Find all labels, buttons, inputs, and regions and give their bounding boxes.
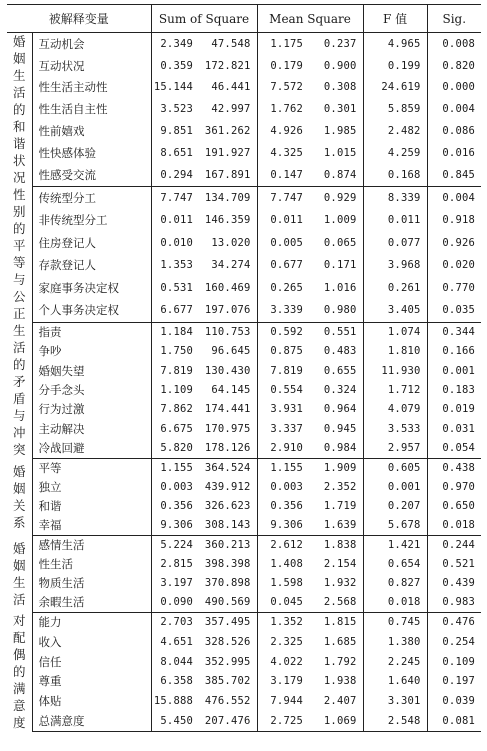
mean-sq-between: 0.005: [257, 232, 309, 254]
mean-sq-within: 0.301: [323, 103, 357, 116]
variable-name: 个人事务决定权: [32, 299, 151, 322]
table-row: [7, 164, 481, 186]
f-value: 24.619: [363, 77, 427, 99]
sum-sq-between: 7.819: [151, 361, 199, 380]
mean-sq-between: 7.747: [257, 186, 309, 209]
mean-sq-between: 2.612: [257, 535, 309, 555]
header-variable: 被解释变量: [7, 5, 151, 33]
table-row: [7, 142, 481, 164]
group-label: 婚姻生活: [12, 540, 26, 607]
sig-value: 0.081: [427, 711, 481, 731]
sum-sq-within: 130.430: [204, 364, 251, 377]
f-value: 2.548: [363, 711, 427, 731]
mean-sq-within: 2.352: [323, 481, 357, 493]
anova-table-container: [7, 4, 481, 732]
sum-sq-between: 8.044: [151, 652, 199, 672]
sum-sq-within: 47.548: [211, 37, 251, 50]
f-value: 4.965: [363, 33, 427, 55]
variable-name: 冷战回避: [32, 438, 151, 458]
mean-sq-between: 0.875: [257, 342, 309, 361]
f-value: 5.678: [363, 516, 427, 536]
f-value: 1.712: [363, 380, 427, 399]
sig-value: 0.476: [427, 612, 481, 632]
variable-name: 家庭事务决定权: [38, 280, 119, 295]
sig-value: 0.344: [427, 322, 481, 342]
sum-sq-between: 2.349: [151, 33, 199, 55]
sum-sq-between: 2.703: [151, 612, 199, 632]
sig-value: 0.983: [427, 593, 481, 613]
sum-sq-between: 8.651: [151, 142, 199, 164]
f-value: 11.930: [363, 361, 427, 380]
mean-sq-within: 0.551: [323, 326, 357, 339]
sum-sq-between: 5.224: [151, 535, 199, 555]
sum-sq-within: 34.274: [211, 259, 251, 272]
sum-sq-within: 326.623: [204, 500, 251, 512]
mean-sq-within: 1.015: [323, 146, 357, 159]
mean-sq-within: 0.980: [309, 299, 363, 322]
sum-sq-between: 2.815: [151, 555, 199, 574]
sum-sq-within: 357.495: [204, 616, 251, 629]
table-row: [7, 497, 481, 516]
sum-sq-between: 1.750: [151, 342, 199, 361]
mean-sq-between: 0.147: [257, 164, 309, 186]
f-value: 1.640: [363, 671, 427, 691]
mean-sq-between: 1.762: [257, 98, 309, 120]
mean-sq-between: 0.265: [257, 276, 309, 298]
mean-sq-between: 4.926: [257, 120, 309, 142]
sum-sq-within: 174.441: [204, 403, 251, 416]
variable-name: 总满意度: [32, 711, 151, 731]
sig-value: 0.000: [427, 77, 481, 99]
sum-sq-within: 134.709: [204, 191, 251, 204]
sum-sq-within: 476.552: [204, 694, 251, 707]
sig-value: 0.086: [427, 120, 481, 142]
variable-name: 分手念头: [38, 382, 85, 397]
sig-value: 0.008: [427, 33, 481, 55]
table-row: [7, 209, 481, 231]
table-row: [7, 186, 481, 209]
sum-sq-within: 490.569: [199, 593, 257, 613]
f-value: 4.259: [363, 142, 427, 164]
mean-sq-within: 0.945: [323, 422, 357, 435]
variable-name: 主动解决: [38, 421, 85, 436]
mean-sq-between: 3.179: [257, 671, 309, 691]
table-row: [7, 322, 481, 342]
variable-name: 尊重: [38, 674, 62, 689]
mean-sq-within: 1.909: [323, 462, 357, 474]
mean-sq-between: 4.325: [257, 142, 309, 164]
mean-sq-between: 3.339: [257, 299, 309, 322]
sum-sq-within: 46.441: [211, 81, 251, 94]
sum-sq-between: 0.294: [151, 164, 199, 186]
mean-sq-between: 2.325: [257, 632, 309, 652]
variable-name: 物质生活: [38, 576, 85, 590]
sig-value: 0.197: [427, 671, 481, 691]
sum-sq-within: 385.702: [204, 675, 251, 688]
variable-name: 住房登记人: [38, 235, 96, 250]
sig-value: 0.004: [427, 98, 481, 120]
table-row: [7, 380, 481, 399]
f-value: 0.168: [363, 164, 427, 186]
mean-sq-within: 1.938: [323, 675, 357, 688]
sum-sq-between: 1.109: [151, 380, 199, 399]
sig-value: 0.820: [427, 55, 481, 77]
table-row: [7, 77, 481, 99]
sum-sq-between: 7.862: [151, 400, 199, 419]
mean-sq-between: 0.677: [257, 254, 309, 276]
sig-value: 0.020: [427, 254, 481, 276]
sum-sq-within: 110.753: [204, 326, 251, 339]
mean-sq-between: 1.175: [257, 33, 309, 55]
sig-value: 0.019: [427, 400, 481, 419]
f-value: 0.018: [363, 593, 427, 613]
f-value: 3.533: [363, 419, 427, 438]
table-row: [7, 361, 481, 380]
table-row: [7, 438, 481, 458]
mean-sq-between: 1.598: [257, 574, 309, 593]
variable-name: 能力: [38, 615, 62, 630]
f-value: 0.745: [363, 612, 427, 632]
sum-sq-between: 9.851: [151, 120, 199, 142]
sum-sq-between: 1.353: [151, 254, 199, 276]
mean-sq-between: 1.155: [257, 458, 309, 478]
table-body: [7, 33, 481, 732]
f-value: 1.421: [363, 535, 427, 555]
mean-sq-between: 3.931: [257, 400, 309, 419]
variable-name: 非传统型分工: [38, 213, 108, 228]
sig-value: 0.016: [427, 142, 481, 164]
mean-sq-within: 1.685: [323, 636, 357, 648]
sum-sq-between: 3.197: [151, 574, 199, 593]
mean-sq-within: 1.815: [323, 616, 357, 629]
mean-sq-between: 3.337: [257, 419, 309, 438]
f-value: 8.339: [363, 186, 427, 209]
table-row: [7, 593, 481, 613]
mean-sq-within: 1.792: [323, 655, 357, 668]
mean-sq-within: 1.838: [323, 539, 357, 551]
variable-name: 争吵: [38, 344, 62, 359]
mean-sq-within: 2.568: [309, 593, 363, 613]
f-value: 0.261: [363, 276, 427, 298]
sum-sq-between: 7.747: [151, 186, 199, 209]
sum-sq-within: 398.398: [204, 558, 251, 570]
table-row: [7, 98, 481, 120]
table-header: [7, 5, 481, 33]
table-row: [7, 535, 481, 555]
sig-value: 0.244: [427, 535, 481, 555]
mean-sq-within: 0.324: [323, 383, 357, 396]
variable-name: 平等: [38, 461, 62, 475]
sum-sq-within: 361.262: [204, 124, 251, 137]
f-value: 2.245: [363, 652, 427, 672]
mean-sq-within: 2.154: [323, 558, 357, 570]
mean-sq-within: 1.932: [323, 577, 357, 589]
sig-value: 0.018: [427, 516, 481, 536]
mean-sq-between: 4.022: [257, 652, 309, 672]
f-value: 3.405: [363, 299, 427, 322]
mean-sq-within: 1.985: [323, 124, 357, 137]
mean-sq-within: 0.308: [323, 81, 357, 94]
group-label: 对配偶的满意度: [12, 613, 26, 730]
group-label-cell: [7, 612, 32, 731]
group-label-cell: [7, 322, 32, 458]
variable-name: 幸福: [32, 516, 151, 536]
sum-sq-within: 42.997: [211, 103, 251, 116]
sum-sq-within: 160.469: [204, 281, 251, 294]
sig-value: 0.970: [427, 478, 481, 497]
f-value: 1.074: [363, 322, 427, 342]
f-value: 0.827: [363, 574, 427, 593]
sum-sq-between: 0.010: [151, 232, 199, 254]
mean-sq-within: 1.639: [309, 516, 363, 536]
sum-sq-within: 197.076: [199, 299, 257, 322]
mean-sq-between: 2.725: [257, 711, 309, 731]
variable-name: 性前嬉戏: [38, 123, 85, 138]
mean-sq-within: 0.483: [323, 345, 357, 358]
mean-sq-within: 0.237: [323, 37, 357, 50]
sum-sq-within: 172.821: [204, 59, 251, 72]
sum-sq-between: 0.003: [151, 478, 199, 497]
header-sum-of-square: Sum of Square: [151, 5, 257, 33]
mean-sq-between: 2.910: [257, 438, 309, 458]
sum-sq-between: 6.358: [151, 671, 199, 691]
variable-name: 收入: [38, 635, 62, 649]
group-label: 婚姻生活的和谐状况: [12, 34, 26, 185]
group-label: 性别的平等与公正: [12, 187, 26, 321]
table-row: [7, 458, 481, 478]
variable-name: 余暇生活: [32, 593, 151, 613]
table-row: [7, 55, 481, 77]
sum-sq-between: 15.888: [151, 691, 199, 711]
sum-sq-between: 5.820: [151, 438, 199, 458]
mean-sq-within: 2.407: [323, 694, 357, 707]
variable-name: 性生活主动性: [38, 80, 108, 95]
table-row: [7, 652, 481, 672]
sig-value: 0.770: [427, 276, 481, 298]
sum-sq-between: 1.155: [151, 458, 199, 478]
variable-name: 感情生活: [38, 538, 85, 552]
sum-sq-between: 6.675: [151, 419, 199, 438]
group-label-cell: [7, 458, 32, 535]
mean-sq-within: 0.171: [323, 259, 357, 272]
mean-sq-between: 7.819: [257, 361, 309, 380]
mean-sq-between: 0.003: [257, 478, 309, 497]
mean-sq-within: 1.016: [323, 281, 357, 294]
sum-sq-between: 15.144: [151, 77, 199, 99]
sum-sq-within: 64.145: [211, 383, 251, 396]
table-row: [7, 254, 481, 276]
f-value: 2.957: [363, 438, 427, 458]
sum-sq-within: 13.020: [211, 236, 251, 249]
f-value: 0.605: [363, 458, 427, 478]
sig-value: 0.918: [427, 209, 481, 231]
sum-sq-within: 360.213: [204, 539, 251, 551]
table-row: [7, 232, 481, 254]
table-row: [7, 555, 481, 574]
sum-sq-within: 308.143: [199, 516, 257, 536]
variable-name: 行为过激: [38, 402, 85, 417]
sum-sq-within: 370.898: [204, 577, 251, 589]
sig-value: 0.001: [427, 361, 481, 380]
table-row: [7, 419, 481, 438]
table-row: [7, 574, 481, 593]
group-label: 婚姻关系: [12, 463, 26, 530]
sig-value: 0.439: [427, 574, 481, 593]
mean-sq-within: 0.900: [323, 59, 357, 72]
mean-sq-between: 7.572: [257, 77, 309, 99]
table-row: [7, 691, 481, 711]
group-label: 生活的矛盾与冲突: [12, 323, 26, 457]
sum-sq-between: 0.011: [151, 209, 199, 231]
variable-name: 独立: [38, 480, 62, 494]
table-row: [7, 342, 481, 361]
mean-sq-within: 1.009: [323, 214, 357, 227]
sum-sq-between: 1.184: [151, 322, 199, 342]
sum-sq-within: 364.524: [204, 462, 251, 474]
variable-name: 性快感体验: [38, 145, 96, 160]
mean-sq-between: 9.306: [257, 516, 309, 536]
f-value: 0.001: [363, 478, 427, 497]
variable-name: 婚姻失望: [38, 363, 85, 378]
sig-value: 0.054: [427, 438, 481, 458]
sum-sq-within: 96.645: [211, 345, 251, 358]
anova-table: [7, 4, 481, 732]
f-value: 2.482: [363, 120, 427, 142]
variable-name: 性生活自主性: [38, 102, 108, 117]
mean-sq-between: 7.944: [257, 691, 309, 711]
sig-value: 0.254: [427, 632, 481, 652]
table-row: [7, 612, 481, 632]
variable-name: 传统型分工: [38, 190, 96, 205]
sum-sq-between: 0.531: [151, 276, 199, 298]
sig-value: 0.521: [427, 555, 481, 574]
sum-sq-within: 439.912: [204, 481, 251, 493]
mean-sq-between: 1.408: [257, 555, 309, 574]
sig-value: 0.166: [427, 342, 481, 361]
sum-sq-within: 191.927: [204, 146, 251, 159]
sig-value: 0.183: [427, 380, 481, 399]
f-value: 0.199: [363, 55, 427, 77]
variable-name: 指责: [38, 325, 62, 340]
table-row: [7, 711, 481, 731]
mean-sq-within: 0.929: [323, 191, 357, 204]
f-value: 5.859: [363, 98, 427, 120]
sum-sq-within: 328.526: [204, 636, 251, 648]
f-value: 1.810: [363, 342, 427, 361]
variable-name: 存款登记人: [38, 258, 96, 273]
table-row: [7, 33, 481, 55]
header-sig: Sig.: [427, 5, 481, 33]
table-row: [7, 478, 481, 497]
header-f-value: F 值: [363, 5, 427, 33]
sig-value: 0.035: [427, 299, 481, 322]
mean-sq-within: 0.065: [323, 236, 357, 249]
table-row: [7, 120, 481, 142]
mean-sq-within: 1.069: [309, 711, 363, 731]
sum-sq-within: 352.995: [204, 655, 251, 668]
group-label-cell: [7, 186, 32, 322]
f-value: 3.301: [363, 691, 427, 711]
variable-name: 性生活: [38, 557, 73, 571]
mean-sq-within: 0.964: [323, 403, 357, 416]
table-row: [7, 516, 481, 536]
mean-sq-between: 0.554: [257, 380, 309, 399]
f-value: 0.207: [363, 497, 427, 516]
variable-name: 体贴: [38, 693, 62, 708]
sum-sq-between: 5.450: [151, 711, 199, 731]
sum-sq-between: 0.359: [151, 55, 199, 77]
table-row: [7, 632, 481, 652]
sig-value: 0.926: [427, 232, 481, 254]
f-value: 0.654: [363, 555, 427, 574]
sum-sq-between: 0.356: [151, 497, 199, 516]
table-row: [7, 671, 481, 691]
sum-sq-between: 0.090: [151, 593, 199, 613]
table-row: [7, 299, 481, 322]
header-mean-square: Mean Square: [257, 5, 363, 33]
mean-sq-between: 0.356: [257, 497, 309, 516]
mean-sq-between: 0.592: [257, 322, 309, 342]
f-value: 1.380: [363, 632, 427, 652]
mean-sq-between: 0.011: [257, 209, 309, 231]
sig-value: 0.109: [427, 652, 481, 672]
mean-sq-between: 0.179: [257, 55, 309, 77]
sig-value: 0.004: [427, 186, 481, 209]
sum-sq-within: 170.975: [204, 422, 251, 435]
sum-sq-between: 3.523: [151, 98, 199, 120]
mean-sq-between: 0.045: [257, 593, 309, 613]
mean-sq-within: 0.874: [309, 164, 363, 186]
sum-sq-between: 9.306: [151, 516, 199, 536]
variable-name: 互动状况: [38, 58, 85, 73]
mean-sq-within: 0.984: [309, 438, 363, 458]
mean-sq-within: 1.719: [323, 500, 357, 512]
sum-sq-within: 178.126: [199, 438, 257, 458]
variable-name: 性感受交流: [32, 164, 151, 186]
sig-value: 0.650: [427, 497, 481, 516]
sum-sq-between: 4.651: [151, 632, 199, 652]
mean-sq-between: 1.352: [257, 612, 309, 632]
sum-sq-within: 167.891: [199, 164, 257, 186]
sig-value: 0.845: [427, 164, 481, 186]
table-row: [7, 276, 481, 298]
variable-name: 和谐: [38, 499, 62, 513]
table-row: [7, 400, 481, 419]
f-value: 0.077: [363, 232, 427, 254]
sig-value: 0.438: [427, 458, 481, 478]
variable-name: 信任: [38, 654, 62, 669]
group-label-cell: [7, 33, 32, 187]
f-value: 3.968: [363, 254, 427, 276]
sum-sq-between: 6.677: [151, 299, 199, 322]
mean-sq-within: 0.655: [323, 364, 357, 377]
f-value: 0.011: [363, 209, 427, 231]
sum-sq-within: 146.359: [204, 214, 251, 227]
sum-sq-within: 207.476: [199, 711, 257, 731]
group-label-cell: [7, 535, 32, 612]
variable-name: 互动机会: [38, 36, 85, 51]
sig-value: 0.039: [427, 691, 481, 711]
f-value: 4.079: [363, 400, 427, 419]
sig-value: 0.031: [427, 419, 481, 438]
